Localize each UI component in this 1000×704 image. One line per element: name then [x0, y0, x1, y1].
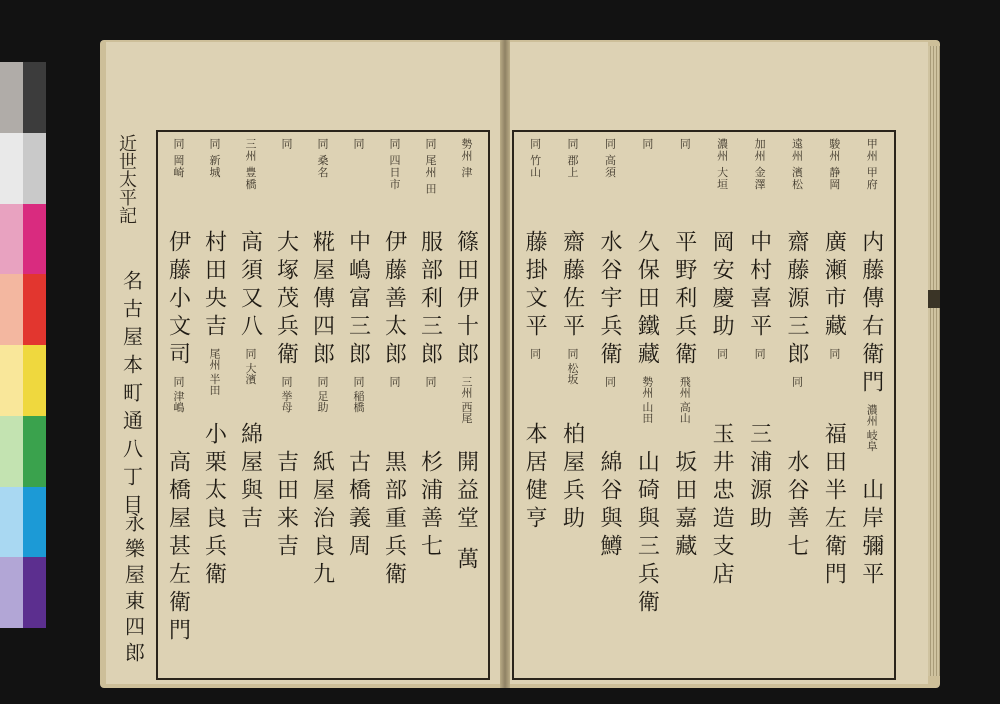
- name-text: 杉浦善七: [417, 450, 443, 562]
- name-text: 山岸彌平: [858, 478, 884, 590]
- location-label: 甲州 甲府: [865, 138, 879, 191]
- entry-column: [376, 134, 412, 672]
- name-text: 内藤傳右衛門: [858, 230, 884, 398]
- color-patch: [0, 62, 23, 133]
- color-patch-row: [0, 62, 46, 133]
- name-text: 開益堂 萬: [453, 450, 479, 575]
- entry-column: [591, 134, 628, 672]
- location-label: 濃州 岐阜: [865, 404, 879, 452]
- location-label: 同 松坂: [566, 348, 580, 385]
- open-book: [100, 40, 940, 688]
- entry-column: [160, 134, 196, 672]
- left-columns: [160, 134, 484, 672]
- color-patch: [0, 416, 23, 487]
- color-patch-row: [0, 204, 46, 275]
- location-label: 駿州 静岡: [827, 138, 841, 191]
- location-label: 同: [388, 376, 401, 387]
- name-text: 小栗太良兵衛: [201, 422, 227, 590]
- location-label: 同: [790, 376, 804, 387]
- location-label: 三州 豊橋: [244, 138, 257, 191]
- location-label: 遠州 濱松: [790, 138, 804, 191]
- color-patch: [23, 557, 46, 628]
- location-label: 同: [640, 138, 654, 150]
- entry-column: [703, 134, 740, 672]
- location-label: 同 大濱: [244, 348, 257, 385]
- location-label: 同 稲橋: [352, 376, 365, 413]
- color-patch: [0, 487, 23, 558]
- location-label: 同 高須: [603, 138, 617, 179]
- location-label: 同 挙母: [280, 376, 293, 413]
- location-label: 同: [603, 376, 617, 387]
- name-text: 中嶋富三郎: [345, 230, 371, 370]
- left-footer: [110, 270, 154, 522]
- name-text: 水谷宇兵衛: [596, 230, 622, 370]
- location-label: 同 津嶋: [172, 376, 185, 413]
- entry-column: [740, 134, 777, 672]
- name-text: 平野利兵衛: [671, 230, 697, 370]
- entry-column: [448, 134, 484, 672]
- color-patch: [23, 62, 46, 133]
- location-label: 同 郡上: [566, 138, 580, 179]
- name-text: 柏屋兵助: [559, 422, 585, 534]
- location-label: 同: [678, 138, 692, 150]
- location-label: 同: [827, 348, 841, 359]
- location-label: 尾州 半田: [208, 348, 221, 396]
- color-patch: [23, 133, 46, 204]
- name-text: 三浦源助: [746, 422, 772, 534]
- color-calibration-strip: [0, 62, 46, 628]
- name-text: 綿谷與鱒: [596, 450, 622, 562]
- location-label: 同: [528, 348, 542, 359]
- color-patch-row: [0, 416, 46, 487]
- name-text: 糀屋傳四郎: [309, 230, 335, 370]
- name-text: 藤掛文平: [522, 230, 548, 342]
- location-label: 同 新城: [208, 138, 221, 179]
- book-spine: [500, 40, 510, 688]
- footer-publisher: 永樂屋東四郎: [121, 512, 146, 668]
- name-text: 福田半左衛門: [821, 422, 847, 590]
- name-text: 古橋義周: [345, 450, 371, 562]
- entry-column: [340, 134, 376, 672]
- color-patch: [0, 274, 23, 345]
- location-label: 同: [352, 138, 365, 150]
- name-text: 山碕與三兵衛: [634, 450, 660, 618]
- name-text: 綿屋與吉: [237, 422, 263, 534]
- color-patch: [23, 416, 46, 487]
- entry-column: [553, 134, 590, 672]
- color-patch-row: [0, 274, 46, 345]
- location-label: 同 足助: [316, 376, 329, 413]
- entry-column: [196, 134, 232, 672]
- name-text: 中村喜平: [746, 230, 772, 342]
- left-page-header: [112, 134, 140, 224]
- location-label: 同: [424, 376, 437, 387]
- color-patch: [0, 133, 23, 204]
- name-text: 岡安慶助: [709, 230, 735, 342]
- location-label: 加州 金澤: [753, 138, 767, 191]
- color-patch: [0, 345, 23, 416]
- entry-column: [232, 134, 268, 672]
- entry-column: [853, 134, 890, 672]
- entry-column: [666, 134, 703, 672]
- name-text: 齋藤源三郎: [783, 230, 809, 370]
- left-page: [106, 42, 501, 684]
- color-patch: [23, 345, 46, 416]
- location-label: 三州 西尾: [460, 376, 473, 424]
- name-text: 伊藤善太郎: [381, 230, 407, 370]
- name-text: 篠田伊十郎: [453, 230, 479, 370]
- name-text: 黒部重兵衛: [381, 450, 407, 590]
- color-patch: [23, 204, 46, 275]
- name-text: 齋藤佐平: [559, 230, 585, 342]
- right-page: [510, 42, 928, 684]
- color-patch-row: [0, 557, 46, 628]
- name-text: 高橋屋甚左衛門: [165, 450, 191, 646]
- name-text: 廣瀬市藏: [821, 230, 847, 342]
- color-patch-row: [0, 133, 46, 204]
- entry-column: [412, 134, 448, 672]
- location-label: 同 桑名: [316, 138, 329, 179]
- entry-column: [304, 134, 340, 672]
- name-text: 服部利三郎: [417, 230, 443, 370]
- name-text: 高須又八: [237, 230, 263, 342]
- right-columns: [516, 134, 890, 672]
- name-text: 玉井忠造支店: [709, 422, 735, 590]
- entry-column: [778, 134, 815, 672]
- name-text: 水谷善七: [783, 450, 809, 562]
- name-text: 村田央吉: [201, 230, 227, 342]
- location-label: 同: [280, 138, 293, 150]
- location-label: 飛州 高山: [678, 376, 692, 424]
- location-label: 同: [753, 348, 767, 359]
- location-label: 同 竹山: [528, 138, 542, 179]
- entry-column: [815, 134, 852, 672]
- location-label: 同: [715, 348, 729, 359]
- color-patch-row: [0, 345, 46, 416]
- name-text: 久保田鐵藏: [634, 230, 660, 370]
- name-text: 吉田来吉: [273, 450, 299, 562]
- footer-address: 名古屋本町通八丁目: [119, 270, 144, 522]
- location-label: 同 岡崎: [172, 138, 185, 179]
- color-patch: [0, 557, 23, 628]
- name-text: 大塚茂兵衛: [273, 230, 299, 370]
- location-label: 同 尾州 田: [424, 138, 437, 195]
- location-label: 勢州 山田: [640, 376, 654, 424]
- page-header-text: 近世太平記: [116, 134, 137, 224]
- location-label: 勢州 津: [460, 138, 473, 179]
- entry-column: [516, 134, 553, 672]
- name-text: 坂田嘉藏: [671, 450, 697, 562]
- page-edges: [928, 46, 940, 676]
- color-patch-row: [0, 487, 46, 558]
- location-label: 濃州 大垣: [715, 138, 729, 191]
- page-tab: [928, 290, 940, 308]
- location-label: 同 四日市: [388, 138, 401, 191]
- name-text: 伊藤小文司: [165, 230, 191, 370]
- entry-column: [268, 134, 304, 672]
- name-text: 本居健亨: [522, 422, 548, 534]
- color-patch: [0, 204, 23, 275]
- color-patch: [23, 274, 46, 345]
- color-patch: [23, 487, 46, 558]
- name-text: 紙屋治良九: [309, 450, 335, 590]
- entry-column: [628, 134, 665, 672]
